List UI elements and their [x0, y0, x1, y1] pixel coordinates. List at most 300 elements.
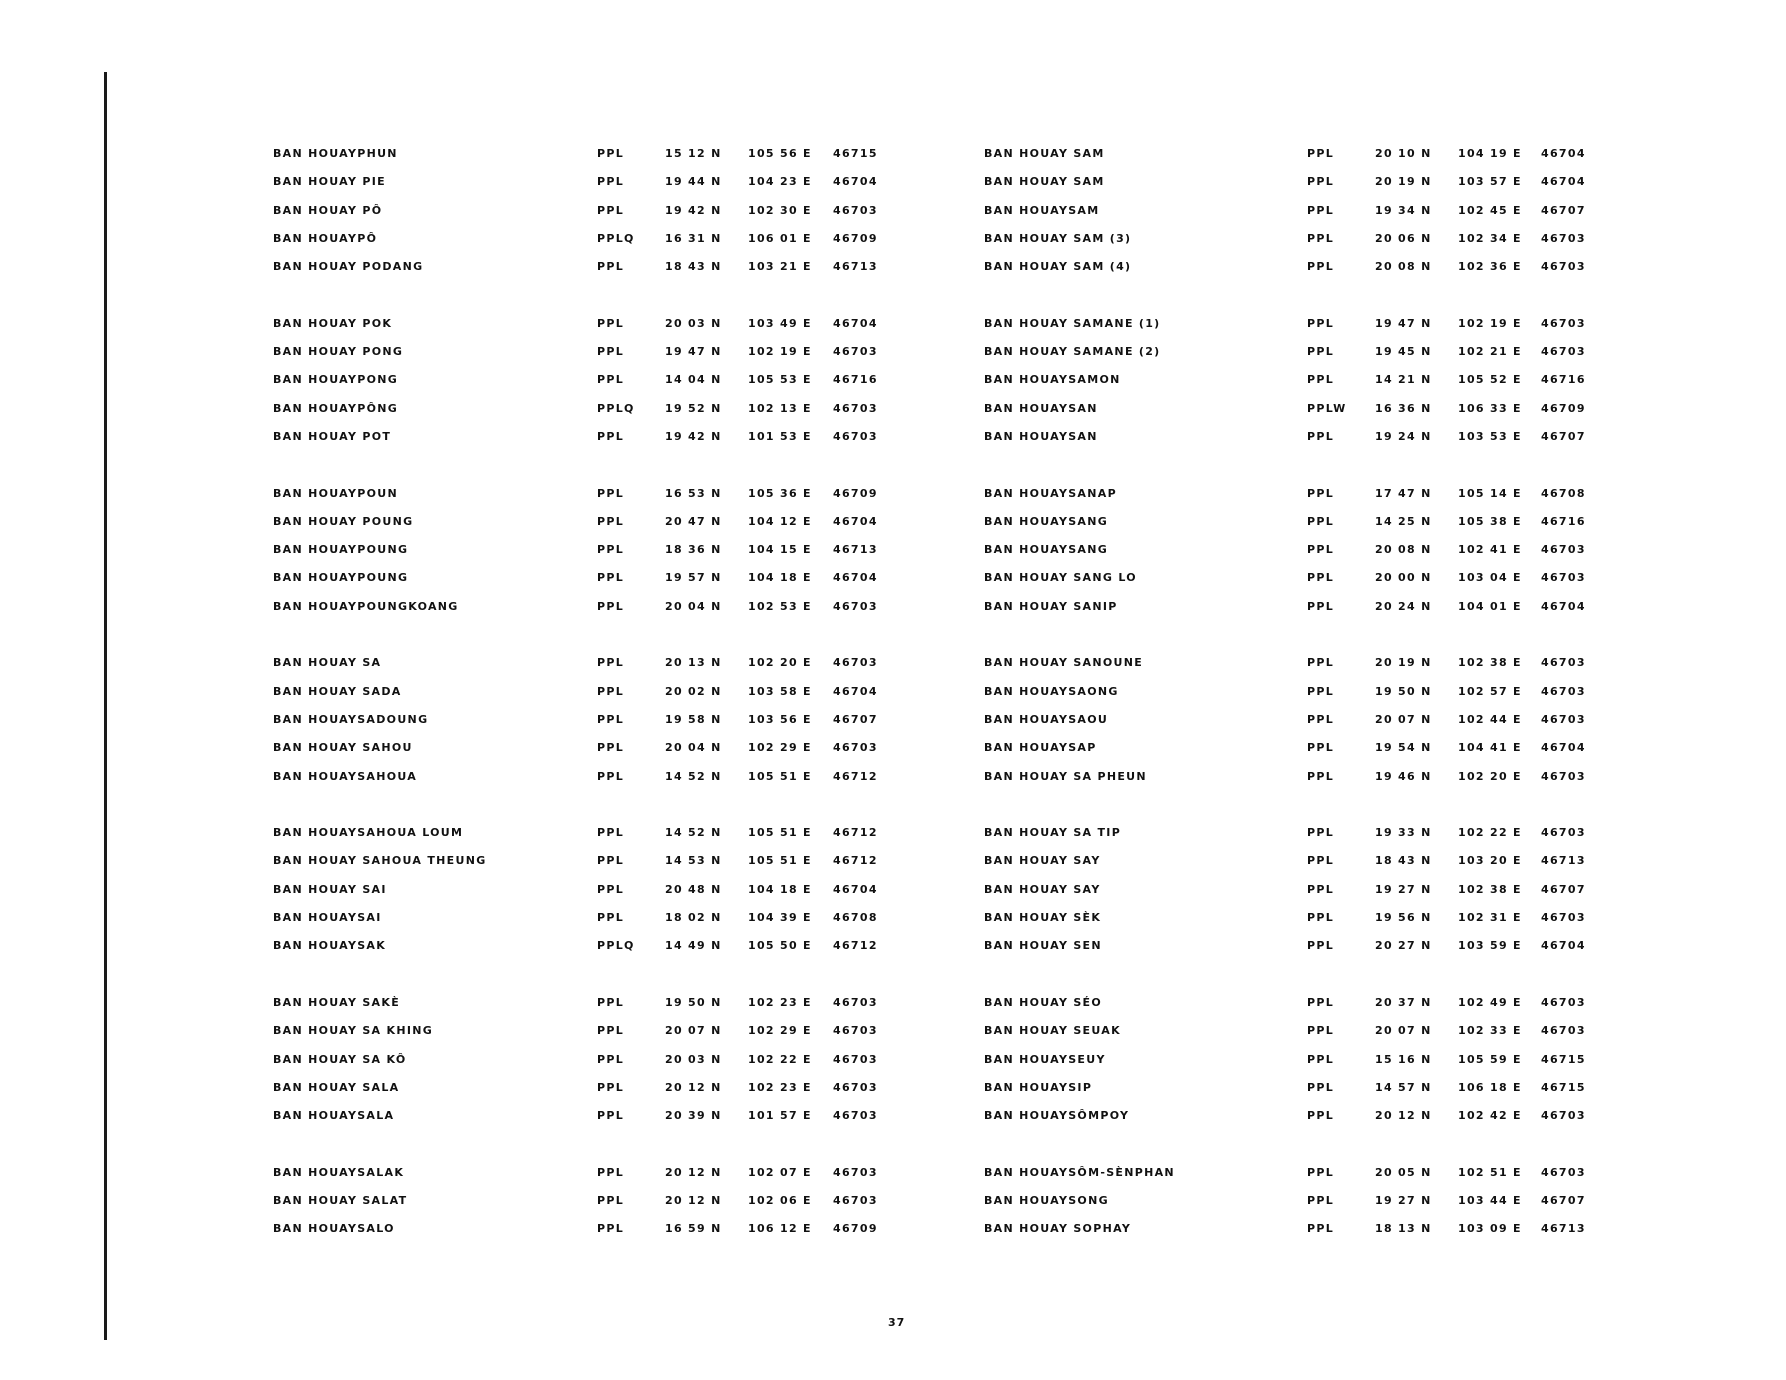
- cell-code: 46716: [1541, 373, 1586, 387]
- cell-code: 46703: [1541, 543, 1586, 557]
- cell-lat: 20 12 N: [665, 1080, 722, 1094]
- cell-type: PPL: [597, 1080, 625, 1094]
- cell-code: 46703: [833, 1193, 878, 1207]
- cell-code: 46703: [1541, 231, 1586, 245]
- cell-type: PPL: [597, 684, 625, 698]
- cell-type: PPL: [597, 571, 625, 585]
- cell-lat: 20 04 N: [665, 741, 722, 755]
- cell-type: PPL: [597, 599, 625, 613]
- table-row: [273, 508, 893, 536]
- table-row: [984, 536, 1604, 564]
- cell-code: 46709: [833, 1222, 878, 1236]
- cell-code: 46704: [833, 514, 878, 528]
- cell-code: 46703: [1541, 316, 1586, 330]
- table-row: [273, 1017, 893, 1045]
- cell-lat: 20 03 N: [665, 1052, 722, 1066]
- cell-type: PPL: [1307, 147, 1335, 160]
- cell-lon: 101 53 E: [748, 429, 812, 443]
- cell-code: 46703: [1541, 911, 1586, 925]
- cell-lat: 20 08 N: [1375, 543, 1432, 557]
- cell-name: BAN HOUAYSAM: [984, 203, 1100, 217]
- table-row: [984, 763, 1604, 791]
- table-row: [984, 989, 1604, 1017]
- cell-code: 46709: [833, 486, 878, 500]
- table-row: [273, 876, 893, 904]
- cell-lat: 20 19 N: [1375, 175, 1432, 189]
- cell-name: BAN HOUAYSÔM-SÈNPHAN: [984, 1165, 1175, 1179]
- cell-code: 46703: [1541, 656, 1586, 670]
- cell-lon: 102 51 E: [1458, 1165, 1522, 1179]
- cell-name: BAN HOUAY SÉO: [984, 995, 1103, 1009]
- cell-type: PPL: [1307, 684, 1335, 698]
- cell-lat: 19 42 N: [665, 203, 722, 217]
- table-row: [273, 989, 893, 1017]
- cell-type: PPL: [1307, 741, 1335, 755]
- cell-lat: 20 05 N: [1375, 1165, 1432, 1179]
- cell-lat: 14 21 N: [1375, 373, 1432, 387]
- table-row: [273, 734, 893, 762]
- cell-lon: 102 57 E: [1458, 684, 1522, 698]
- cell-type: PPL: [1307, 911, 1335, 925]
- table-row: [984, 480, 1604, 508]
- cell-code: 46704: [833, 684, 878, 698]
- cell-code: 46703: [1541, 1109, 1586, 1123]
- cell-lat: 14 52 N: [665, 769, 722, 783]
- table-row: [273, 338, 893, 366]
- table-row: [273, 140, 893, 168]
- group-spacer: [984, 961, 1604, 989]
- cell-type: PPL: [1307, 656, 1335, 670]
- cell-code: 46707: [1541, 1193, 1586, 1207]
- cell-code: 46707: [1541, 203, 1586, 217]
- cell-name: BAN HOUAY SAMANE (1): [984, 316, 1161, 330]
- cell-name: BAN HOUAY SA: [273, 656, 382, 670]
- cell-name: BAN HOUAYPHUN: [273, 147, 398, 160]
- cell-lon: 103 20 E: [1458, 854, 1522, 868]
- table-row: [984, 649, 1604, 677]
- cell-code: 46709: [1541, 401, 1586, 415]
- cell-name: BAN HOUAY SAM (3): [984, 231, 1132, 245]
- cell-type: PPL: [1307, 1052, 1335, 1066]
- cell-code: 46713: [833, 260, 878, 274]
- cell-type: PPLQ: [597, 231, 635, 245]
- cell-code: 46704: [833, 316, 878, 330]
- cell-code: 46704: [833, 571, 878, 585]
- cell-lat: 20 12 N: [665, 1165, 722, 1179]
- cell-code: 46703: [833, 1080, 878, 1094]
- cell-name: BAN HOUAYSÔMPOY: [984, 1109, 1130, 1123]
- cell-lat: 14 57 N: [1375, 1080, 1432, 1094]
- cell-type: PPL: [1307, 514, 1335, 528]
- cell-name: BAN HOUAY PÔ: [273, 203, 383, 217]
- cell-lat: 14 49 N: [665, 939, 722, 953]
- cell-code: 46703: [833, 429, 878, 443]
- cell-code: 46712: [833, 939, 878, 953]
- cell-code: 46713: [833, 543, 878, 557]
- cell-lon: 102 38 E: [1458, 882, 1522, 896]
- cell-name: BAN HOUAY POT: [273, 429, 392, 443]
- left-column: [273, 140, 893, 1244]
- cell-type: PPL: [597, 486, 625, 500]
- cell-code: 46703: [1541, 769, 1586, 783]
- cell-lat: 19 27 N: [1375, 882, 1432, 896]
- cell-lon: 104 23 E: [748, 175, 812, 189]
- table-row: [984, 253, 1604, 281]
- cell-lon: 102 20 E: [748, 656, 812, 670]
- cell-lon: 102 31 E: [1458, 911, 1522, 925]
- cell-name: BAN HOUAY PODANG: [273, 260, 424, 274]
- cell-name: BAN HOUAY SAY: [984, 854, 1101, 868]
- cell-lon: 103 44 E: [1458, 1193, 1522, 1207]
- cell-lon: 102 53 E: [748, 599, 812, 613]
- cell-type: PPL: [597, 769, 625, 783]
- cell-type: PPL: [1307, 995, 1335, 1009]
- table-row: [984, 1017, 1604, 1045]
- table-row: [273, 678, 893, 706]
- group-spacer: [273, 791, 893, 819]
- cell-type: PPL: [1307, 373, 1335, 387]
- cell-lon: 102 22 E: [748, 1052, 812, 1066]
- table-row: [273, 310, 893, 338]
- cell-lat: 19 58 N: [665, 712, 722, 726]
- cell-lon: 102 07 E: [748, 1165, 812, 1179]
- cell-code: 46713: [1541, 1222, 1586, 1236]
- cell-lat: 14 53 N: [665, 854, 722, 868]
- cell-lon: 104 39 E: [748, 911, 812, 925]
- cell-lat: 18 36 N: [665, 543, 722, 557]
- cell-name: BAN HOUAY SAM: [984, 175, 1105, 189]
- cell-code: 46708: [833, 911, 878, 925]
- cell-type: PPL: [597, 712, 625, 726]
- page-number: 37: [888, 1316, 906, 1329]
- cell-lon: 102 22 E: [1458, 826, 1522, 840]
- cell-type: PPL: [597, 995, 625, 1009]
- cell-lon: 105 56 E: [748, 147, 812, 160]
- table-row: [984, 508, 1604, 536]
- table-row: [273, 536, 893, 564]
- cell-type: PPL: [597, 911, 625, 925]
- cell-name: BAN HOUAYSANG: [984, 543, 1109, 557]
- table-row: [984, 678, 1604, 706]
- cell-code: 46712: [833, 826, 878, 840]
- cell-code: 46703: [833, 599, 878, 613]
- cell-lat: 19 52 N: [665, 401, 722, 415]
- table-row: [984, 819, 1604, 847]
- cell-lat: 19 57 N: [665, 571, 722, 585]
- table-row: [984, 366, 1604, 394]
- table-row: [984, 1187, 1604, 1215]
- cell-type: PPL: [1307, 345, 1335, 359]
- cell-name: BAN HOUAYPOUN: [273, 486, 398, 500]
- cell-lat: 20 37 N: [1375, 995, 1432, 1009]
- cell-lon: 102 06 E: [748, 1193, 812, 1207]
- cell-code: 46704: [1541, 147, 1586, 160]
- cell-code: 46703: [833, 995, 878, 1009]
- cell-name: BAN HOUAY PONG: [273, 345, 404, 359]
- cell-lat: 18 43 N: [665, 260, 722, 274]
- cell-type: PPL: [1307, 231, 1335, 245]
- cell-lon: 104 18 E: [748, 882, 812, 896]
- cell-lon: 105 36 E: [748, 486, 812, 500]
- cell-lon: 102 23 E: [748, 1080, 812, 1094]
- cell-type: PPL: [1307, 316, 1335, 330]
- cell-lat: 20 03 N: [665, 316, 722, 330]
- cell-type: PPL: [1307, 1165, 1335, 1179]
- cell-lon: 106 18 E: [1458, 1080, 1522, 1094]
- cell-type: PPL: [597, 345, 625, 359]
- cell-name: BAN HOUAY SA PHEUN: [984, 769, 1147, 783]
- cell-code: 46716: [833, 373, 878, 387]
- cell-lon: 103 57 E: [1458, 175, 1522, 189]
- cell-lon: 103 49 E: [748, 316, 812, 330]
- cell-lat: 20 10 N: [1375, 147, 1432, 160]
- cell-lon: 105 52 E: [1458, 373, 1522, 387]
- cell-code: 46709: [833, 231, 878, 245]
- cell-type: PPL: [1307, 712, 1335, 726]
- cell-lat: 15 16 N: [1375, 1052, 1432, 1066]
- table-row: [273, 1074, 893, 1102]
- cell-name: BAN HOUAY SAMANE (2): [984, 345, 1161, 359]
- cell-type: PPL: [1307, 599, 1335, 613]
- cell-name: BAN HOUAYSAMON: [984, 373, 1121, 387]
- cell-name: BAN HOUAY SANIP: [984, 599, 1118, 613]
- cell-code: 46712: [833, 854, 878, 868]
- cell-lat: 20 47 N: [665, 514, 722, 528]
- cell-code: 46703: [833, 1165, 878, 1179]
- cell-name: BAN HOUAYSANAP: [984, 486, 1117, 500]
- cell-lat: 14 25 N: [1375, 514, 1432, 528]
- cell-lat: 17 47 N: [1375, 486, 1432, 500]
- cell-type: PPL: [1307, 203, 1335, 217]
- cell-code: 46703: [1541, 995, 1586, 1009]
- cell-lon: 104 12 E: [748, 514, 812, 528]
- cell-lat: 20 04 N: [665, 599, 722, 613]
- cell-type: PPLQ: [597, 401, 635, 415]
- cell-type: PPL: [597, 826, 625, 840]
- cell-name: BAN HOUAYPONG: [273, 373, 399, 387]
- table-row: [984, 932, 1604, 960]
- cell-name: BAN HOUAYPOUNG: [273, 571, 409, 585]
- group-spacer: [273, 621, 893, 649]
- cell-type: PPL: [1307, 175, 1335, 189]
- cell-code: 46703: [1541, 684, 1586, 698]
- group-spacer: [984, 791, 1604, 819]
- table-row: [273, 1102, 893, 1130]
- cell-code: 46712: [833, 769, 878, 783]
- cell-name: BAN HOUAY SAI: [273, 882, 387, 896]
- cell-lon: 102 13 E: [748, 401, 812, 415]
- cell-name: BAN HOUAY SAM: [984, 147, 1105, 160]
- table-row: [984, 706, 1604, 734]
- cell-type: PPL: [597, 1193, 625, 1207]
- cell-name: BAN HOUAYPÔ: [273, 231, 378, 245]
- cell-lon: 102 19 E: [1458, 316, 1522, 330]
- table-row: [273, 395, 893, 423]
- cell-code: 46707: [1541, 429, 1586, 443]
- cell-name: BAN HOUAYSEUY: [984, 1052, 1106, 1066]
- cell-lon: 106 01 E: [748, 231, 812, 245]
- table-row: [273, 197, 893, 225]
- cell-name: BAN HOUAY SAHOU: [273, 741, 413, 755]
- cell-type: PPL: [597, 1109, 625, 1123]
- cell-name: BAN HOUAY SEUAK: [984, 1024, 1121, 1038]
- cell-code: 46703: [833, 1109, 878, 1123]
- cell-type: PPL: [597, 1222, 625, 1236]
- cell-name: BAN HOUAYPOUNG: [273, 543, 409, 557]
- cell-code: 46703: [1541, 712, 1586, 726]
- cell-type: PPL: [597, 316, 625, 330]
- cell-name: BAN HOUAYSAOU: [984, 712, 1109, 726]
- cell-lon: 105 51 E: [748, 854, 812, 868]
- cell-type: PPL: [597, 1165, 625, 1179]
- cell-code: 46715: [1541, 1052, 1586, 1066]
- cell-name: BAN HOUAY SAM (4): [984, 260, 1132, 274]
- table-row: [984, 1046, 1604, 1074]
- cell-lat: 20 19 N: [1375, 656, 1432, 670]
- cell-code: 46707: [1541, 882, 1586, 896]
- cell-lat: 18 43 N: [1375, 854, 1432, 868]
- cell-type: PPL: [597, 175, 625, 189]
- cell-lat: 20 00 N: [1375, 571, 1432, 585]
- table-row: [984, 423, 1604, 451]
- cell-type: PPL: [597, 854, 625, 868]
- cell-lon: 102 49 E: [1458, 995, 1522, 1009]
- table-row: [984, 734, 1604, 762]
- cell-lat: 16 59 N: [665, 1222, 722, 1236]
- cell-code: 46703: [833, 345, 878, 359]
- table-row: [984, 140, 1604, 168]
- table-row: [984, 876, 1604, 904]
- cell-lat: 19 50 N: [1375, 684, 1432, 698]
- cell-lon: 104 01 E: [1458, 599, 1522, 613]
- cell-code: 46715: [1541, 1080, 1586, 1094]
- table-row: [273, 706, 893, 734]
- cell-lat: 19 44 N: [665, 175, 722, 189]
- cell-name: BAN HOUAYSAN: [984, 401, 1098, 415]
- cell-lat: 19 56 N: [1375, 911, 1432, 925]
- table-row: [273, 1215, 893, 1243]
- cell-code: 46704: [1541, 939, 1586, 953]
- cell-lat: 18 02 N: [665, 911, 722, 925]
- cell-code: 46703: [833, 656, 878, 670]
- cell-name: BAN HOUAY PIE: [273, 175, 386, 189]
- table-row: [984, 904, 1604, 932]
- cell-name: BAN HOUAYPÔNG: [273, 401, 399, 415]
- cell-name: BAN HOUAY SAY: [984, 882, 1101, 896]
- cell-lon: 105 14 E: [1458, 486, 1522, 500]
- cell-code: 46716: [1541, 514, 1586, 528]
- table-row: [984, 1159, 1604, 1187]
- cell-type: PPL: [1307, 854, 1335, 868]
- table-row: [984, 1215, 1604, 1243]
- cell-lon: 104 19 E: [1458, 147, 1522, 160]
- cell-code: 46703: [833, 401, 878, 415]
- cell-lon: 102 42 E: [1458, 1109, 1522, 1123]
- cell-type: PPL: [1307, 1024, 1335, 1038]
- cell-lon: 105 53 E: [748, 373, 812, 387]
- cell-name: BAN HOUAY SA TIP: [984, 826, 1122, 840]
- cell-lat: 20 06 N: [1375, 231, 1432, 245]
- cell-lat: 19 50 N: [665, 995, 722, 1009]
- cell-code: 46708: [1541, 486, 1586, 500]
- cell-code: 46703: [1541, 571, 1586, 585]
- cell-code: 46703: [1541, 260, 1586, 274]
- table-row: [984, 197, 1604, 225]
- cell-name: BAN HOUAYSADOUNG: [273, 712, 429, 726]
- cell-lat: 20 02 N: [665, 684, 722, 698]
- cell-lon: 103 56 E: [748, 712, 812, 726]
- cell-lon: 103 04 E: [1458, 571, 1522, 585]
- cell-name: BAN HOUAYSAN: [984, 429, 1098, 443]
- cell-lon: 103 09 E: [1458, 1222, 1522, 1236]
- cell-type: PPL: [597, 147, 625, 160]
- cell-name: BAN HOUAYSAK: [273, 939, 387, 953]
- cell-type: PPL: [1307, 1109, 1335, 1123]
- cell-type: PPL: [597, 260, 625, 274]
- cell-lon: 102 30 E: [748, 203, 812, 217]
- cell-type: PPL: [1307, 429, 1335, 443]
- cell-lon: 105 51 E: [748, 769, 812, 783]
- cell-name: BAN HOUAY SANOUNE: [984, 656, 1144, 670]
- cell-name: BAN HOUAYSONG: [984, 1193, 1109, 1207]
- cell-lon: 103 53 E: [1458, 429, 1522, 443]
- table-row: [984, 564, 1604, 592]
- cell-lat: 19 33 N: [1375, 826, 1432, 840]
- cell-code: 46703: [1541, 345, 1586, 359]
- cell-lon: 102 19 E: [748, 345, 812, 359]
- cell-type: PPL: [597, 1052, 625, 1066]
- cell-lat: 16 36 N: [1375, 401, 1432, 415]
- cell-lon: 102 45 E: [1458, 203, 1522, 217]
- cell-lat: 19 24 N: [1375, 429, 1432, 443]
- cell-type: PPL: [1307, 543, 1335, 557]
- cell-type: PPLW: [1307, 401, 1347, 415]
- table-row: [984, 1074, 1604, 1102]
- cell-lat: 20 07 N: [1375, 1024, 1432, 1038]
- table-row: [273, 366, 893, 394]
- table-row: [984, 395, 1604, 423]
- cell-name: BAN HOUAYSIP: [984, 1080, 1093, 1094]
- table-row: [984, 593, 1604, 621]
- cell-lon: 103 58 E: [748, 684, 812, 698]
- cell-type: PPL: [597, 203, 625, 217]
- right-column: [984, 140, 1604, 1244]
- cell-lon: 103 21 E: [748, 260, 812, 274]
- cell-type: PPL: [597, 741, 625, 755]
- cell-type: PPL: [1307, 1080, 1335, 1094]
- cell-code: 46703: [833, 1024, 878, 1038]
- table-row: [273, 819, 893, 847]
- table-row: [984, 847, 1604, 875]
- cell-type: PPL: [597, 1024, 625, 1038]
- cell-type: PPL: [1307, 486, 1335, 500]
- cell-lat: 20 39 N: [665, 1109, 722, 1123]
- cell-lon: 102 23 E: [748, 995, 812, 1009]
- cell-type: PPL: [1307, 769, 1335, 783]
- cell-lat: 20 27 N: [1375, 939, 1432, 953]
- cell-lon: 102 41 E: [1458, 543, 1522, 557]
- cell-lat: 19 27 N: [1375, 1193, 1432, 1207]
- cell-lon: 105 59 E: [1458, 1052, 1522, 1066]
- cell-code: 46703: [833, 203, 878, 217]
- group-spacer: [273, 1130, 893, 1158]
- cell-code: 46704: [1541, 741, 1586, 755]
- cell-lon: 104 41 E: [1458, 741, 1522, 755]
- cell-name: BAN HOUAY POK: [273, 316, 393, 330]
- cell-lat: 20 12 N: [1375, 1109, 1432, 1123]
- table-row: [273, 480, 893, 508]
- cell-name: BAN HOUAY SÈK: [984, 911, 1102, 925]
